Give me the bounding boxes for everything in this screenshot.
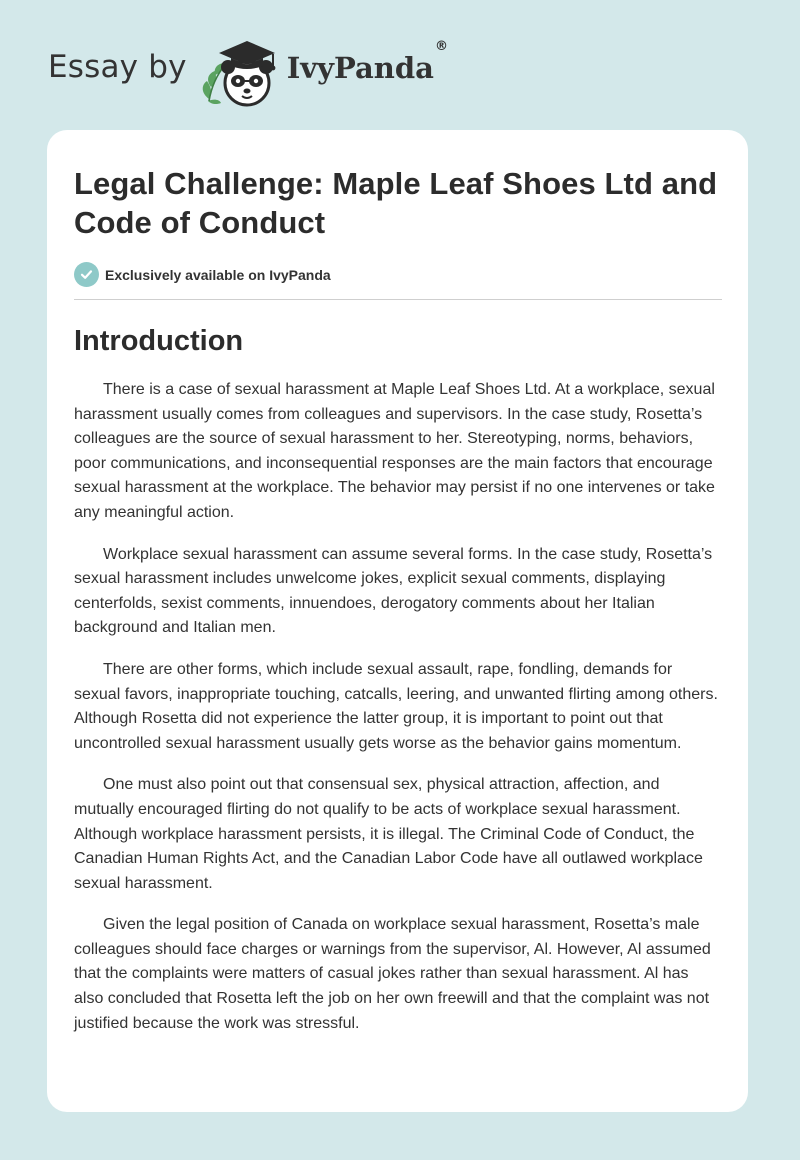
paragraph: There is a case of sexual harassment at Maple Leaf Shoes Ltd. At a workplace, sexual harassment usually comes from colleagues and supervisors. In the case study, Rosetta’s colleagues are the source of sexual harassment to her. Stereotyping, norms, behaviors, poor communications, and inconsequential responses are the main factors that encourage sexual harassment at the workplace. The behavior may persist if no one intervenes or take any meaningful action. <box>74 381 715 521</box>
paragraph: One must also point out that consensual sex, physical attraction, affection, and mutually encouraged flirting do not qualify to be acts of workplace sexual harassment. Although workplace harassment persists, it is illegal. The Criminal Code of Conduct, the Canadian Human Rights Act, and the Canadian Labor Code have all outlawed workplace sexual harassment. <box>74 776 703 892</box>
registered-mark: ® <box>434 39 448 54</box>
divider <box>74 299 722 300</box>
check-circle-icon <box>74 262 99 287</box>
paragraph: Workplace sexual harassment can assume several forms. In the case study, Rosetta’s sexual harassment includes unwelcome jokes, explicit sexual comments, displaying centerfolds, sexist comments, innuendoes, derogatory comments about her Italian background and Italian men. <box>74 545 713 637</box>
paragraph: There are other forms, which include sexual assault, rape, fondling, demands for sexual favors, inappropriate touching, catcalls, leering, and unwanted flirting among others. Although Rosetta did not experience the latter group, it is important to point out that uncontrolled sexual harassment usually gets worse as the behavior gains momentum. <box>74 660 718 752</box>
panda-graduate-icon <box>195 29 285 109</box>
brand-prefix: Essay by <box>48 49 187 85</box>
exclusive-badge <box>74 262 722 287</box>
exclusive-text: Exclusively available on IvyPanda <box>105 266 331 283</box>
paragraph: Given the legal position of Canada on workplace sexual harassment, Rosetta’s male colleagues should face charges or warnings from the supervisor, Al. However, Al assumed that the complaints were matters of casual jokes rather than sexual harassment. Al has also concluded that Rosetta left the job on her own freewill and that the complaint was not justified because the work was stressful. <box>74 916 711 1032</box>
brand-name: IvyPanda® <box>286 39 448 85</box>
brand-header <box>48 30 448 110</box>
essay-title: Legal Challenge: Maple Leaf Shoes Ltd and Code of Conduct <box>74 166 718 240</box>
essay-card <box>47 130 748 1112</box>
section-heading: Introduction <box>74 325 244 357</box>
